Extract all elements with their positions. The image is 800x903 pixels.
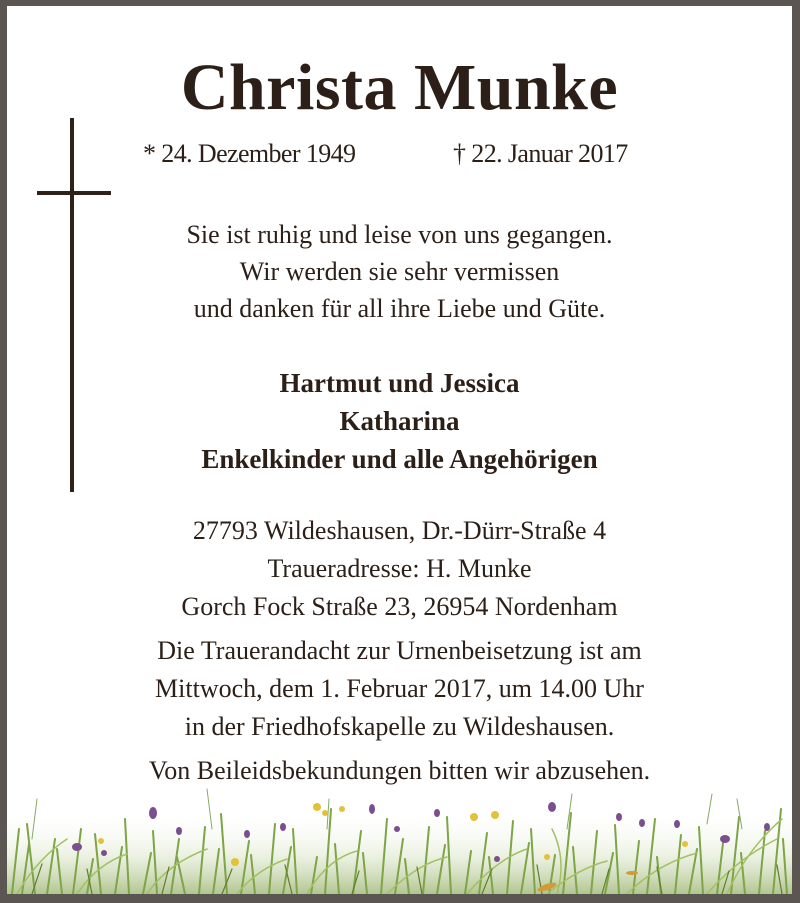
obituary-notice bbox=[7, 6, 792, 894]
deceased-name: Christa Munke bbox=[180, 51, 619, 124]
service-line: Mittwoch, dem 1. Februar 2017, um 14.00 Uhr bbox=[155, 674, 644, 703]
mourning-address bbox=[7, 512, 792, 626]
mourners-list bbox=[7, 364, 792, 478]
memorial-verse bbox=[7, 216, 792, 327]
verse-line: Sie ist ruhig und leise von uns gegangen. bbox=[186, 220, 613, 249]
mourner-line: Enkelkinder und alle Angehörigen bbox=[201, 444, 598, 474]
address-line: 27793 Wildeshausen, Dr.-Dürr-Straße 4 bbox=[192, 516, 607, 545]
service-line: Die Trauerandacht zur Urnenbeisetzung ist am bbox=[157, 636, 642, 665]
address-line: Traueradresse: H. Munke bbox=[267, 554, 532, 583]
verse-line: und danken für all ihre Liebe und Güte. bbox=[193, 294, 606, 323]
condolence-line: Von Beileidsbekundungen bitten wir abzusehen. bbox=[148, 756, 651, 785]
wildflower-meadow-image bbox=[7, 769, 792, 894]
mourner-line: Hartmut und Jessica bbox=[279, 368, 520, 398]
address-line: Gorch Fock Straße 23, 26954 Nordenham bbox=[181, 592, 618, 621]
service-line: in der Friedhofskapelle zu Wildeshausen. bbox=[184, 712, 615, 741]
verse-line: Wir werden sie sehr vermissen bbox=[239, 257, 560, 286]
funeral-service-info bbox=[7, 632, 792, 746]
cross-horizontal-beam bbox=[37, 191, 111, 195]
mourner-line: Katharina bbox=[339, 406, 460, 436]
birth-date: * 24. Dezember 1949 bbox=[143, 139, 356, 168]
death-date: † 22. Januar 2017 bbox=[453, 139, 628, 168]
